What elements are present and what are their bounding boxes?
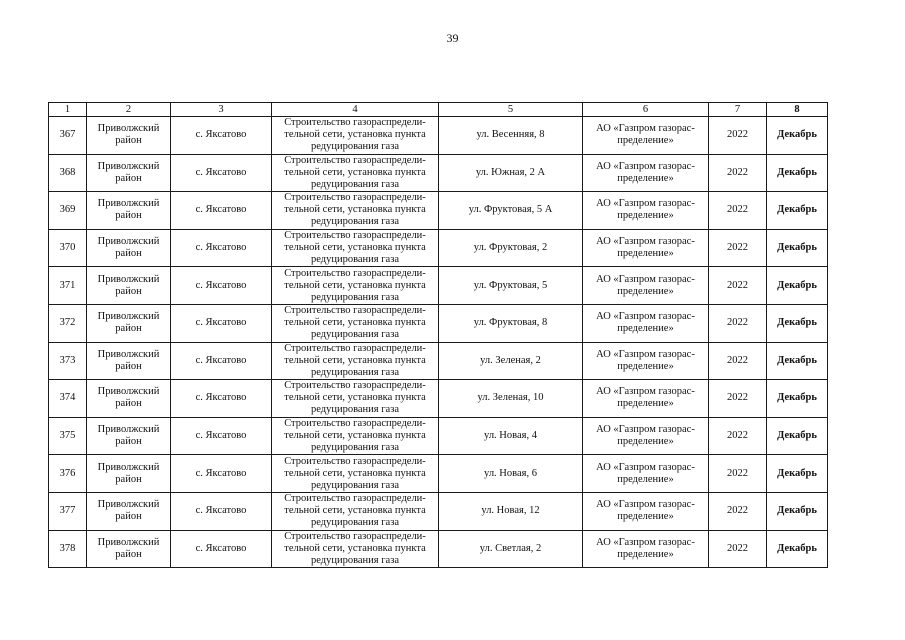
month-cell bbox=[767, 267, 828, 305]
district-line-1: Приволжский bbox=[97, 160, 160, 172]
month: Декабрь bbox=[777, 430, 817, 442]
organization-cell bbox=[583, 117, 709, 155]
district-cell bbox=[87, 342, 171, 380]
work-line-2: тельной сети, установка пункта bbox=[284, 505, 426, 517]
address: ул. Зеленая, 2 bbox=[480, 354, 541, 366]
settlement: с. Яксатово bbox=[195, 505, 247, 517]
year: 2022 bbox=[727, 430, 748, 442]
work-line-2: тельной сети, установка пункта bbox=[284, 542, 426, 554]
work-line-1: Строительство газораспредели- bbox=[284, 493, 426, 505]
organization-line-2: пределение» bbox=[617, 436, 674, 448]
row-number: 370 bbox=[59, 242, 76, 254]
work-line-2: тельной сети, установка пункта bbox=[284, 204, 426, 216]
row-number-cell bbox=[49, 380, 87, 418]
district-line-2: район bbox=[115, 248, 142, 260]
work-line-3: редуцирования газа bbox=[310, 291, 400, 303]
work-description-cell bbox=[272, 417, 439, 455]
settlement: с. Яксатово bbox=[195, 279, 247, 291]
year-cell bbox=[709, 229, 767, 267]
address-cell bbox=[439, 117, 583, 155]
work-line-2: тельной сети, установка пункта bbox=[284, 467, 426, 479]
row-number-cell bbox=[49, 267, 87, 305]
work-line-3: редуцирования газа bbox=[310, 479, 400, 491]
work-line-2: тельной сети, установка пункта bbox=[284, 392, 426, 404]
district-line-1: Приволжский bbox=[97, 461, 160, 473]
month-cell bbox=[767, 304, 828, 342]
work-description-cell bbox=[272, 530, 439, 568]
settlement: с. Яксатово bbox=[195, 542, 247, 554]
work-line-1: Строительство газораспредели- bbox=[284, 342, 426, 354]
settlement-cell bbox=[171, 192, 272, 230]
district-cell bbox=[87, 304, 171, 342]
settlement-cell bbox=[171, 229, 272, 267]
work-line-3: редуцирования газа bbox=[310, 254, 400, 266]
work-line-3: редуцирования газа bbox=[310, 442, 400, 454]
organization-line-2: пределение» bbox=[617, 548, 674, 560]
month-cell bbox=[767, 229, 828, 267]
district-line-2: район bbox=[115, 548, 142, 560]
month: Декабрь bbox=[777, 467, 817, 479]
column-header-2: 2 bbox=[87, 103, 171, 117]
table-row bbox=[49, 117, 828, 155]
work-line-2: тельной сети, установка пункта bbox=[284, 129, 426, 141]
row-number-cell bbox=[49, 342, 87, 380]
month-cell bbox=[767, 492, 828, 530]
year: 2022 bbox=[727, 354, 748, 366]
settlement-cell bbox=[171, 492, 272, 530]
work-description-cell bbox=[272, 342, 439, 380]
row-number: 371 bbox=[59, 279, 76, 291]
organization-line-1: АО «Газпром газорас- bbox=[596, 536, 695, 548]
work-line-1: Строительство газораспредели- bbox=[284, 455, 426, 467]
work-line-1: Строительство газораспредели- bbox=[284, 530, 426, 542]
year-cell bbox=[709, 267, 767, 305]
district-line-1: Приволжский bbox=[97, 311, 160, 323]
work-line-2: тельной сети, установка пункта bbox=[284, 166, 426, 178]
organization-cell bbox=[583, 417, 709, 455]
district-cell bbox=[87, 417, 171, 455]
work-description-cell bbox=[272, 304, 439, 342]
address: ул. Фруктовая, 5 А bbox=[468, 204, 553, 216]
settlement: с. Яксатово bbox=[195, 430, 247, 442]
table-row bbox=[49, 154, 828, 192]
address: ул. Фруктовая, 5 bbox=[473, 279, 548, 291]
organization-line-2: пределение» bbox=[617, 398, 674, 410]
work-line-3: редуцирования газа bbox=[310, 404, 400, 416]
district-line-1: Приволжский bbox=[97, 198, 160, 210]
work-line-1: Строительство газораспредели- bbox=[284, 418, 426, 430]
district-line-2: район bbox=[115, 473, 142, 485]
row-number: 372 bbox=[59, 317, 76, 329]
settlement: с. Яксатово bbox=[195, 317, 247, 329]
organization-line-2: пределение» bbox=[617, 360, 674, 372]
address: ул. Фруктовая, 8 bbox=[473, 317, 548, 329]
settlement: с. Яксатово bbox=[195, 354, 247, 366]
organization-cell bbox=[583, 267, 709, 305]
work-description-cell bbox=[272, 229, 439, 267]
settlement: с. Яксатово bbox=[195, 204, 247, 216]
row-number-cell bbox=[49, 304, 87, 342]
year: 2022 bbox=[727, 505, 748, 517]
district-line-2: район bbox=[115, 210, 142, 222]
organization-line-1: АО «Газпром газорас- bbox=[596, 123, 695, 135]
year-cell bbox=[709, 380, 767, 418]
month-cell bbox=[767, 192, 828, 230]
work-line-3: редуцирования газа bbox=[310, 554, 400, 566]
district-line-2: район bbox=[115, 323, 142, 335]
table-row bbox=[49, 342, 828, 380]
month: Декабрь bbox=[777, 392, 817, 404]
month-cell bbox=[767, 530, 828, 568]
district-cell bbox=[87, 530, 171, 568]
column-number-header-row bbox=[49, 103, 828, 117]
work-description-cell bbox=[272, 492, 439, 530]
address-cell bbox=[439, 530, 583, 568]
settlement-cell bbox=[171, 380, 272, 418]
month-cell bbox=[767, 342, 828, 380]
district-line-2: район bbox=[115, 398, 142, 410]
month: Декабрь bbox=[777, 129, 817, 141]
district-line-1: Приволжский bbox=[97, 386, 160, 398]
organization-cell bbox=[583, 229, 709, 267]
work-line-1: Строительство газораспредели- bbox=[284, 154, 426, 166]
year: 2022 bbox=[727, 129, 748, 141]
work-line-2: тельной сети, установка пункта bbox=[284, 354, 426, 366]
year: 2022 bbox=[727, 166, 748, 178]
work-line-2: тельной сети, установка пункта bbox=[284, 317, 426, 329]
settlement-cell bbox=[171, 154, 272, 192]
district-line-2: район bbox=[115, 436, 142, 448]
column-header-3: 3 bbox=[171, 103, 272, 117]
district-line-2: район bbox=[115, 511, 142, 523]
table-row bbox=[49, 192, 828, 230]
work-line-3: редуцирования газа bbox=[310, 216, 400, 228]
address: ул. Новая, 4 bbox=[484, 430, 537, 442]
month-cell bbox=[767, 455, 828, 493]
organization-line-1: АО «Газпром газорас- bbox=[596, 160, 695, 172]
row-number: 368 bbox=[59, 166, 76, 178]
organization-cell bbox=[583, 154, 709, 192]
month: Декабрь bbox=[777, 505, 817, 517]
settlement: с. Яксатово bbox=[195, 129, 247, 141]
work-line-2: тельной сети, установка пункта bbox=[284, 279, 426, 291]
district-line-1: Приволжский bbox=[97, 123, 160, 135]
row-number: 373 bbox=[59, 354, 76, 366]
work-line-1: Строительство газораспредели- bbox=[284, 230, 426, 242]
column-header-5: 5 bbox=[439, 103, 583, 117]
settlement-cell bbox=[171, 304, 272, 342]
district-line-1: Приволжский bbox=[97, 499, 160, 511]
district-line-2: район bbox=[115, 285, 142, 297]
district-cell bbox=[87, 492, 171, 530]
month: Декабрь bbox=[777, 204, 817, 216]
organization-line-1: АО «Газпром газорас- bbox=[596, 348, 695, 360]
address: ул. Весенняя, 8 bbox=[476, 129, 545, 141]
organization-line-2: пределение» bbox=[617, 511, 674, 523]
work-line-2: тельной сети, установка пункта bbox=[284, 430, 426, 442]
row-number-cell bbox=[49, 229, 87, 267]
row-number: 378 bbox=[59, 542, 76, 554]
row-number: 367 bbox=[59, 129, 76, 141]
organization-line-1: АО «Газпром газорас- bbox=[596, 236, 695, 248]
year: 2022 bbox=[727, 467, 748, 479]
table-row bbox=[49, 492, 828, 530]
work-description-cell bbox=[272, 380, 439, 418]
column-header-6: 6 bbox=[583, 103, 709, 117]
address-cell bbox=[439, 267, 583, 305]
work-line-1: Строительство газораспредели- bbox=[284, 380, 426, 392]
row-number: 377 bbox=[59, 505, 76, 517]
address: ул. Новая, 6 bbox=[484, 467, 537, 479]
organization-cell bbox=[583, 342, 709, 380]
district-line-1: Приволжский bbox=[97, 273, 160, 285]
district-line-1: Приволжский bbox=[97, 348, 160, 360]
address: ул. Южная, 2 А bbox=[475, 166, 546, 178]
work-description-cell bbox=[272, 455, 439, 493]
table-row bbox=[49, 304, 828, 342]
month: Декабрь bbox=[777, 542, 817, 554]
year-cell bbox=[709, 117, 767, 155]
table-row bbox=[49, 417, 828, 455]
row-number: 375 bbox=[59, 430, 76, 442]
organization-line-2: пределение» bbox=[617, 210, 674, 222]
district-cell bbox=[87, 192, 171, 230]
address-cell bbox=[439, 192, 583, 230]
organization-cell bbox=[583, 380, 709, 418]
month: Декабрь bbox=[777, 279, 817, 291]
row-number-cell bbox=[49, 492, 87, 530]
district-cell bbox=[87, 455, 171, 493]
address: ул. Светлая, 2 bbox=[479, 542, 542, 554]
row-number: 369 bbox=[59, 204, 76, 216]
district-cell bbox=[87, 117, 171, 155]
address-cell bbox=[439, 154, 583, 192]
row-number: 376 bbox=[59, 467, 76, 479]
year: 2022 bbox=[727, 317, 748, 329]
year-cell bbox=[709, 154, 767, 192]
organization-line-2: пределение» bbox=[617, 172, 674, 184]
column-header-4: 4 bbox=[272, 103, 439, 117]
month-cell bbox=[767, 380, 828, 418]
row-number-cell bbox=[49, 530, 87, 568]
settlement-cell bbox=[171, 117, 272, 155]
row-number-cell bbox=[49, 455, 87, 493]
organization-line-2: пределение» bbox=[617, 473, 674, 485]
district-cell bbox=[87, 267, 171, 305]
district-cell bbox=[87, 229, 171, 267]
settlement-cell bbox=[171, 267, 272, 305]
year-cell bbox=[709, 417, 767, 455]
organization-line-1: АО «Газпром газорас- bbox=[596, 386, 695, 398]
settlement-cell bbox=[171, 455, 272, 493]
address: ул. Новая, 12 bbox=[481, 505, 540, 517]
year-cell bbox=[709, 530, 767, 568]
work-line-2: тельной сети, установка пункта bbox=[284, 242, 426, 254]
organization-line-1: АО «Газпром газорас- bbox=[596, 273, 695, 285]
work-line-3: редуцирования газа bbox=[310, 366, 400, 378]
organization-cell bbox=[583, 304, 709, 342]
work-line-3: редуцирования газа bbox=[310, 517, 400, 529]
address: ул. Зеленая, 10 bbox=[477, 392, 544, 404]
month: Декабрь bbox=[777, 354, 817, 366]
address-cell bbox=[439, 229, 583, 267]
row-number-cell bbox=[49, 417, 87, 455]
organization-line-2: пределение» bbox=[617, 285, 674, 297]
year: 2022 bbox=[727, 204, 748, 216]
address-cell bbox=[439, 380, 583, 418]
settlement-cell bbox=[171, 342, 272, 380]
address-cell bbox=[439, 492, 583, 530]
year: 2022 bbox=[727, 392, 748, 404]
column-header-1: 1 bbox=[49, 103, 87, 117]
gasification-table bbox=[48, 102, 828, 568]
year-cell bbox=[709, 492, 767, 530]
address-cell bbox=[439, 342, 583, 380]
year-cell bbox=[709, 342, 767, 380]
row-number-cell bbox=[49, 154, 87, 192]
year-cell bbox=[709, 455, 767, 493]
work-description-cell bbox=[272, 117, 439, 155]
column-header-7: 7 bbox=[709, 103, 767, 117]
organization-cell bbox=[583, 492, 709, 530]
table-row bbox=[49, 455, 828, 493]
settlement: с. Яксатово bbox=[195, 242, 247, 254]
organization-line-2: пределение» bbox=[617, 323, 674, 335]
column-header-8: 8 bbox=[767, 103, 828, 117]
settlement: с. Яксатово bbox=[195, 166, 247, 178]
settlement-cell bbox=[171, 530, 272, 568]
month-cell bbox=[767, 154, 828, 192]
row-number-cell bbox=[49, 192, 87, 230]
district-line-2: район bbox=[115, 360, 142, 372]
table-row bbox=[49, 229, 828, 267]
address-cell bbox=[439, 304, 583, 342]
address: ул. Фруктовая, 2 bbox=[473, 242, 548, 254]
settlement-cell bbox=[171, 417, 272, 455]
work-line-3: редуцирования газа bbox=[310, 178, 400, 190]
year-cell bbox=[709, 304, 767, 342]
work-description-cell bbox=[272, 267, 439, 305]
work-line-1: Строительство газораспредели- bbox=[284, 117, 426, 129]
month-cell bbox=[767, 117, 828, 155]
work-line-1: Строительство газораспредели- bbox=[284, 192, 426, 204]
organization-cell bbox=[583, 455, 709, 493]
district-line-2: район bbox=[115, 172, 142, 184]
organization-line-1: АО «Газпром газорас- bbox=[596, 424, 695, 436]
month: Декабрь bbox=[777, 317, 817, 329]
work-line-1: Строительство газораспредели- bbox=[284, 267, 426, 279]
row-number: 374 bbox=[59, 392, 76, 404]
district-line-2: район bbox=[115, 135, 142, 147]
organization-line-1: АО «Газпром газорас- bbox=[596, 499, 695, 511]
page-number: 39 bbox=[446, 31, 459, 45]
table-row bbox=[49, 530, 828, 568]
work-description-cell bbox=[272, 154, 439, 192]
work-line-3: редуцирования газа bbox=[310, 141, 400, 153]
organization-line-1: АО «Газпром газорас- bbox=[596, 311, 695, 323]
organization-cell bbox=[583, 530, 709, 568]
table-row bbox=[49, 267, 828, 305]
district-line-1: Приволжский bbox=[97, 424, 160, 436]
district-cell bbox=[87, 154, 171, 192]
month-cell bbox=[767, 417, 828, 455]
organization-line-1: АО «Газпром газорас- bbox=[596, 461, 695, 473]
month: Декабрь bbox=[777, 166, 817, 178]
organization-line-2: пределение» bbox=[617, 135, 674, 147]
district-line-1: Приволжский bbox=[97, 536, 160, 548]
row-number-cell bbox=[49, 117, 87, 155]
settlement: с. Яксатово bbox=[195, 467, 247, 479]
month: Декабрь bbox=[777, 242, 817, 254]
district-line-1: Приволжский bbox=[97, 236, 160, 248]
work-line-3: редуцирования газа bbox=[310, 329, 400, 341]
year-cell bbox=[709, 192, 767, 230]
year: 2022 bbox=[727, 279, 748, 291]
settlement: с. Яксатово bbox=[195, 392, 247, 404]
work-description-cell bbox=[272, 192, 439, 230]
district-cell bbox=[87, 380, 171, 418]
organization-cell bbox=[583, 192, 709, 230]
organization-line-1: АО «Газпром газорас- bbox=[596, 198, 695, 210]
organization-line-2: пределение» bbox=[617, 248, 674, 260]
year: 2022 bbox=[727, 542, 748, 554]
table-row bbox=[49, 380, 828, 418]
year: 2022 bbox=[727, 242, 748, 254]
work-line-1: Строительство газораспредели- bbox=[284, 305, 426, 317]
address-cell bbox=[439, 417, 583, 455]
address-cell bbox=[439, 455, 583, 493]
